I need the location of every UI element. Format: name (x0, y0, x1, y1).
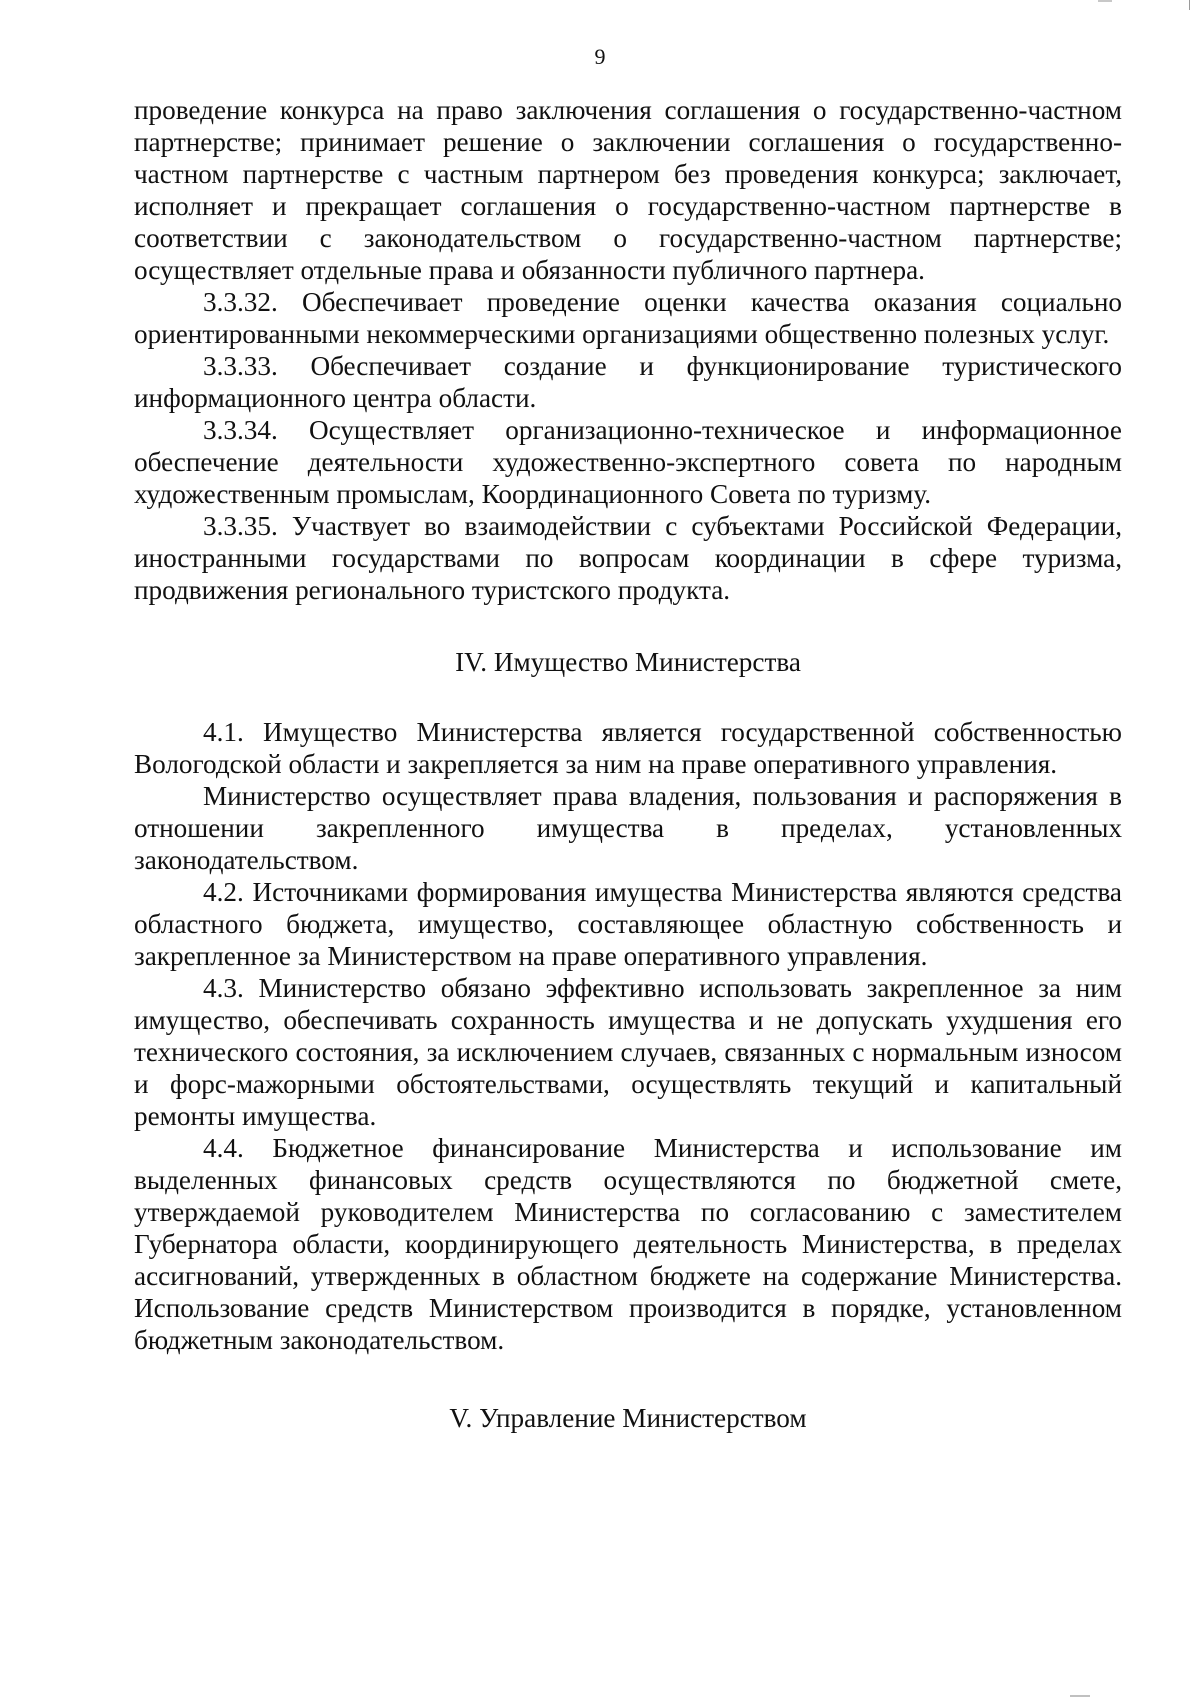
section-heading-iv: IV. Имущество Министерства (455, 647, 801, 677)
paragraph-3-3-35: 3.3.35. Участвует во взаимодействии с субъектами Российской Федерации, иностранными государствами по вопросам координации в сфере туризма, продвижения регионального туристского продукта. (134, 511, 1122, 605)
paragraph-4-1-rights: Министерство осуществляет права владения, пользования и распоряжения в отношении закрепленного имущества в пределах, установленных законодательством. (134, 781, 1122, 875)
document-body (134, 94, 1122, 1434)
paragraph-4-3: 4.3. Министерство обязано эффективно использовать закрепленное за ним имущество, обеспечивать сохранность имущества и не допускать ухудшения его технического состояния, за исключением случаев, связанных с нормальным износом и форс-мажорными обстоятельствами, осуществлять текущий и капитальный ремонты имущества. (134, 973, 1122, 1131)
paragraph-4-2: 4.2. Источниками формирования имущества Министерства являются средства областного бюджета, имущество, составляющее областную собственность и закрепленное за Министерством на праве оперативного управления. (134, 877, 1122, 971)
paragraph-3-3-32: 3.3.32. Обеспечивает проведение оценки качества оказания социально ориентированными некоммерческими организациями общественно полезных услуг. (134, 287, 1122, 349)
paragraph-4-1: 4.1. Имущество Министерства является государственной собственностью Вологодской области и закрепляется за ним на праве оперативного управления. (134, 717, 1122, 779)
paragraph-continued: проведение конкурса на право заключения соглашения о государственно-частном партнерстве; принимает решение о заключении соглашения о государственно-частном партнерстве с частным партнером без проведения конкурса; заключает, исполняет и прекращает соглашения о государственно-частном партнерстве в соответствии с законодательством о государственно-частном партнерстве; осуществляет отдельные права и обязанности публичного партнера. (134, 95, 1122, 285)
scan-edge-mark (1189, 0, 1190, 10)
paragraph-3-3-34: 3.3.34. Осуществляет организационно-техническое и информационное обеспечение деятельности художественно-экспертного совета по народным художественным промыслам, Координационного Совета по туризму. (134, 415, 1122, 509)
paragraph-4-4: 4.4. Бюджетное финансирование Министерства и использование им выделенных финансовых средств осуществляются по бюджетной смете, утверждаемой руководителем Министерства по согласованию с заместителем Губернатора области, координирующего деятельность Министерства, в пределах ассигнований, утвержденных в областном бюджете на содержание Министерства. Использование средств Министерством производится в порядке, установленном бюджетным законодательством. (134, 1133, 1122, 1355)
paragraph-3-3-33: 3.3.33. Обеспечивает создание и функционирование туристического информационного центра области. (134, 351, 1122, 413)
page-number: 9 (594, 44, 606, 69)
section-heading-v: V. Управление Министерством (449, 1403, 807, 1433)
scan-edge-mark (1098, 0, 1112, 2)
